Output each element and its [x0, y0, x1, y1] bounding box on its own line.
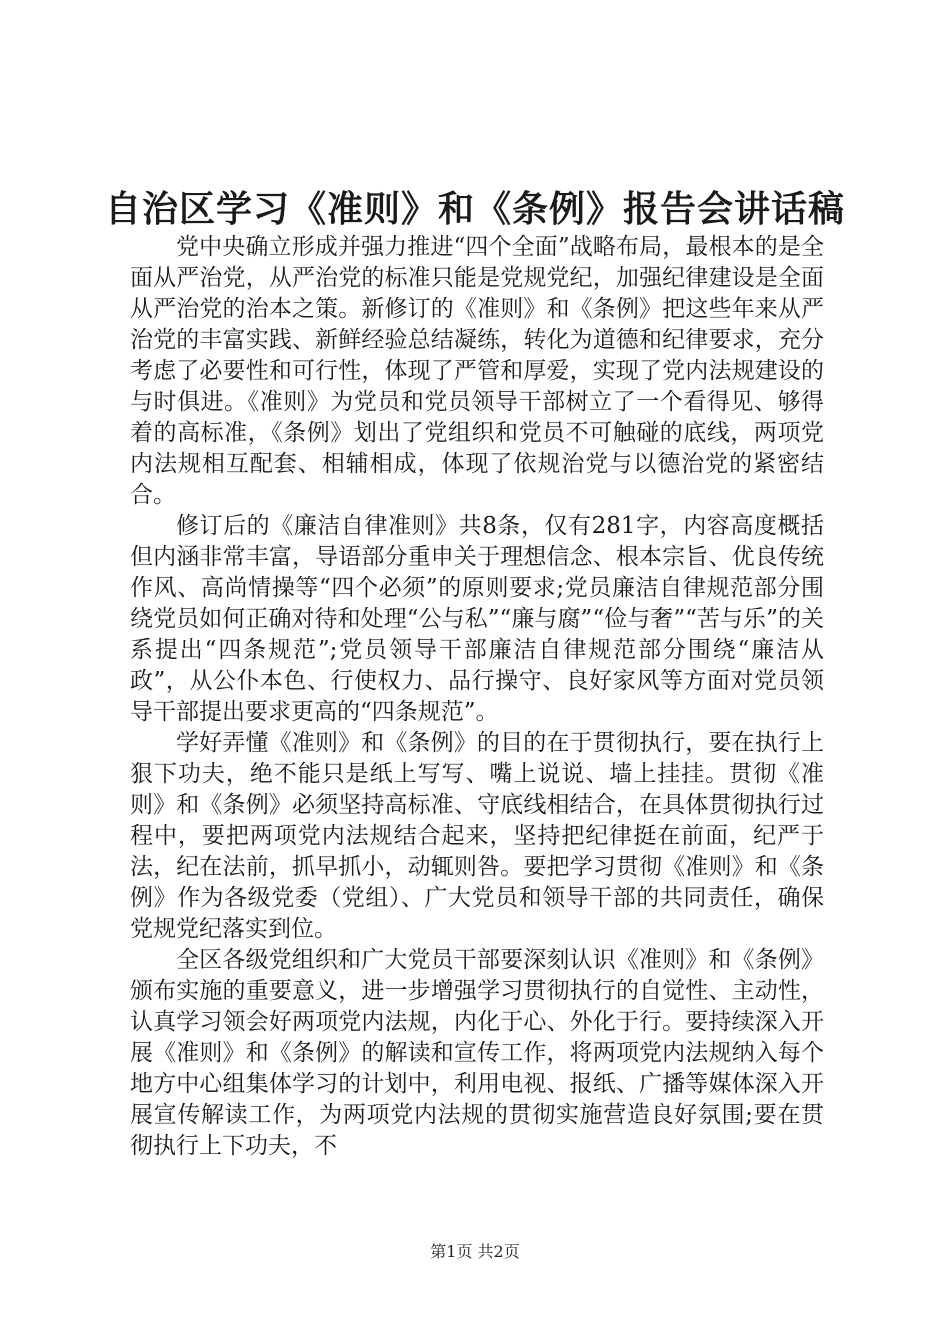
paragraph: 学好弄懂《准则》和《条例》的目的在于贯彻执行，要在执行上狠下功夫，绝不能只是纸上写写、嘴上说说、墙上挂挂。贯彻《准则》和《条例》必须坚持高标准、守底线相结合，在具体贯彻执行过程中，要把两项党内法规结合起来，坚持把纪律挺在前面，纪严于法，纪在法前，抓早抓小，动辄则咎。要把学习贯彻《准则》和《条例》作为各级党委（党组）、广大党员和领导干部的共同责任，确保党规党纪落实到位。: [130, 730, 824, 942]
document-body: [130, 232, 824, 1162]
page-footer: 第1页 共2页: [430, 1242, 520, 1261]
document-title: 自治区学习《准则》和《条例》报告会讲话稿: [104, 188, 845, 230]
paragraph: 党中央确立形成并强力推进“四个全面”战略布局，最根本的是全面从严治党，从严治党的标准只能是党规党纪，加强纪律建设是全面从严治党的治本之策。新修订的《准则》和《条例》把这些年来从严治党的丰富实践、新鲜经验总结凝练，转化为道德和纪律要求，充分考虑了必要性和可行性，体现了严管和厚爱，实现了党内法规建设的与时俱进。《准则》为党员和党员领导干部树立了一个看得见、够得着的高标准，《条例》划出了党组织和党员不可触碰的底线，两项党内法规相互配套、相辅相成，体现了依规治党与以德治党的紧密结合。: [130, 234, 824, 508]
paragraph: 修订后的《廉洁自律准则》共8条，仅有281字，内容高度概括但内涵非常丰富，导语部分重申关于理想信念、根本宗旨、优良传统作风、高尚情操等“四个必须”的原则要求;党员廉洁自律规范部分围绕党员如何正确对待和处理“公与私”“廉与腐”“俭与奢”“苦与乐”的关系提出“四条规范”;党员领导干部廉洁自律规范部分围绕“廉洁从政”，从公仆本色、行使权力、品行操守、良好家风等方面对党员领导干部提出要求更高的“四条规范”。: [130, 513, 824, 725]
paragraph: 全区各级党组织和广大党员干部要深刻认识《准则》和《条例》颁布实施的重要意义，进一步增强学习贯彻执行的自觉性、主动性，认真学习领会好两项党内法规，内化于心、外化于行。要持续深入开展《准则》和《条例》的解读和宣传工作，将两项党内法规纳入每个地方中心组集体学习的计划中，利用电视、报纸、广播等媒体深入开展宣传解读工作，为两项党内法规的贯彻实施营造良好氛围;要在贯彻执行上下功夫，不: [130, 947, 824, 1159]
